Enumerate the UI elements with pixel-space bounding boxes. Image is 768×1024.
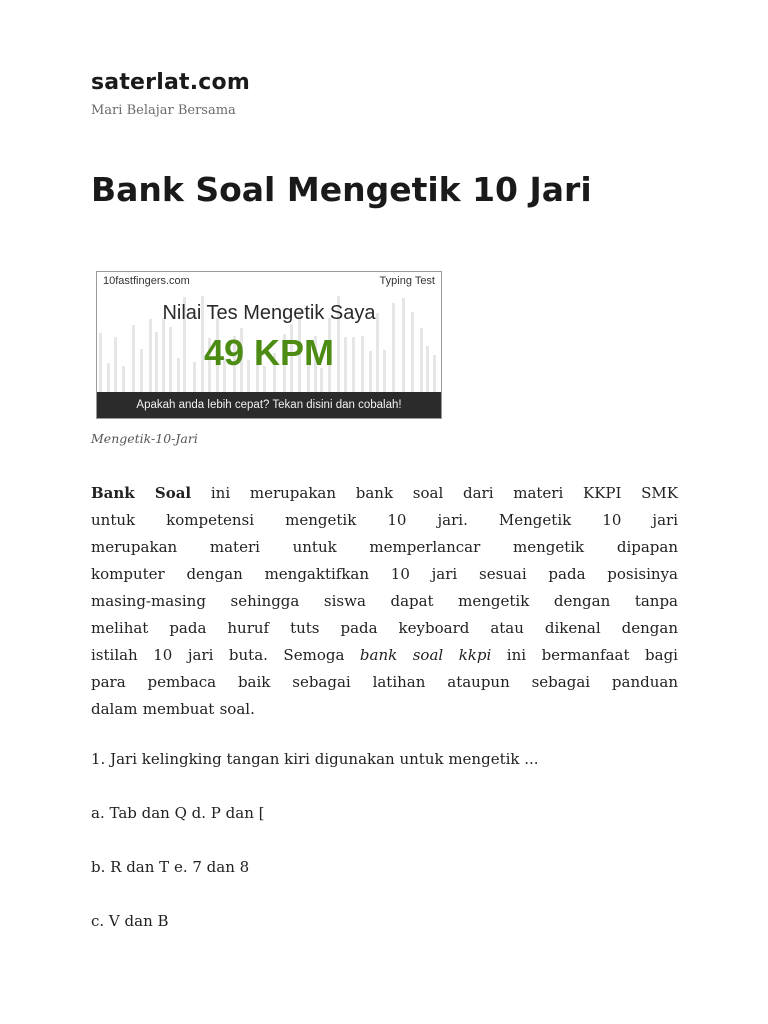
- intro-italic-phrase: bank soal kkpi: [359, 646, 492, 664]
- badge-footer-link[interactable]: Apakah anda lebih cepat? Tekan disini dan cobalah!: [97, 392, 441, 418]
- question-text: 1. Jari kelingking tangan kiri digunakan untuk mengetik ...: [91, 750, 539, 768]
- intro-line-2: untuk kompetensi mengetik 10 jari. Mengetik 10 jari: [91, 511, 678, 529]
- intro-line-3: merupakan materi untuk memperlancar mengetik dipapan: [91, 538, 678, 556]
- option-c: c. V dan B: [91, 912, 169, 930]
- site-tagline: Mari Belajar Bersama: [91, 103, 236, 118]
- badge-site-name: 10fastfingers.com: [103, 275, 190, 287]
- intro-line: [91, 642, 678, 669]
- option-b: b. R dan T e. 7 dan 8: [91, 858, 250, 876]
- intro-line-1: ini merupakan bank soal dari materi KKPI SMK: [191, 484, 678, 502]
- badge-label: Typing Test: [379, 275, 435, 287]
- intro-line: [91, 480, 678, 507]
- option-a: a. Tab dan Q d. P dan [: [91, 804, 265, 822]
- typing-test-badge[interactable]: [96, 271, 442, 419]
- badge-heading: Nilai Tes Mengetik Saya: [162, 302, 376, 324]
- intro-line-7-end: ini bermanfaat bagi: [491, 646, 678, 664]
- intro-line-5: masing-masing sehingga siswa dapat mengetik dengan tanpa: [91, 592, 678, 610]
- intro-line-8: para pembaca baik sebagai latihan ataupun sebagai panduan: [91, 673, 678, 691]
- site-title-link[interactable]: saterlat.com: [91, 70, 250, 95]
- badge-score: 49 KPM: [203, 332, 335, 373]
- image-caption: Mengetik-10-Jari: [91, 431, 198, 446]
- intro-line-9: dalam membuat soal.: [91, 700, 255, 718]
- intro-line-6: melihat pada huruf tuts pada keyboard atau dikenal dengan: [91, 619, 678, 637]
- intro-line-7-start: istilah 10 jari buta. Semoga: [91, 646, 360, 664]
- intro-line-4: komputer dengan mengaktifkan 10 jari sesuai pada posisinya: [91, 565, 678, 583]
- badge-header: [103, 275, 435, 289]
- intro-bold-lead: Bank Soal: [91, 484, 192, 502]
- intro-paragraph: [91, 480, 678, 723]
- post-title: Bank Soal Mengetik 10 Jari: [91, 170, 592, 209]
